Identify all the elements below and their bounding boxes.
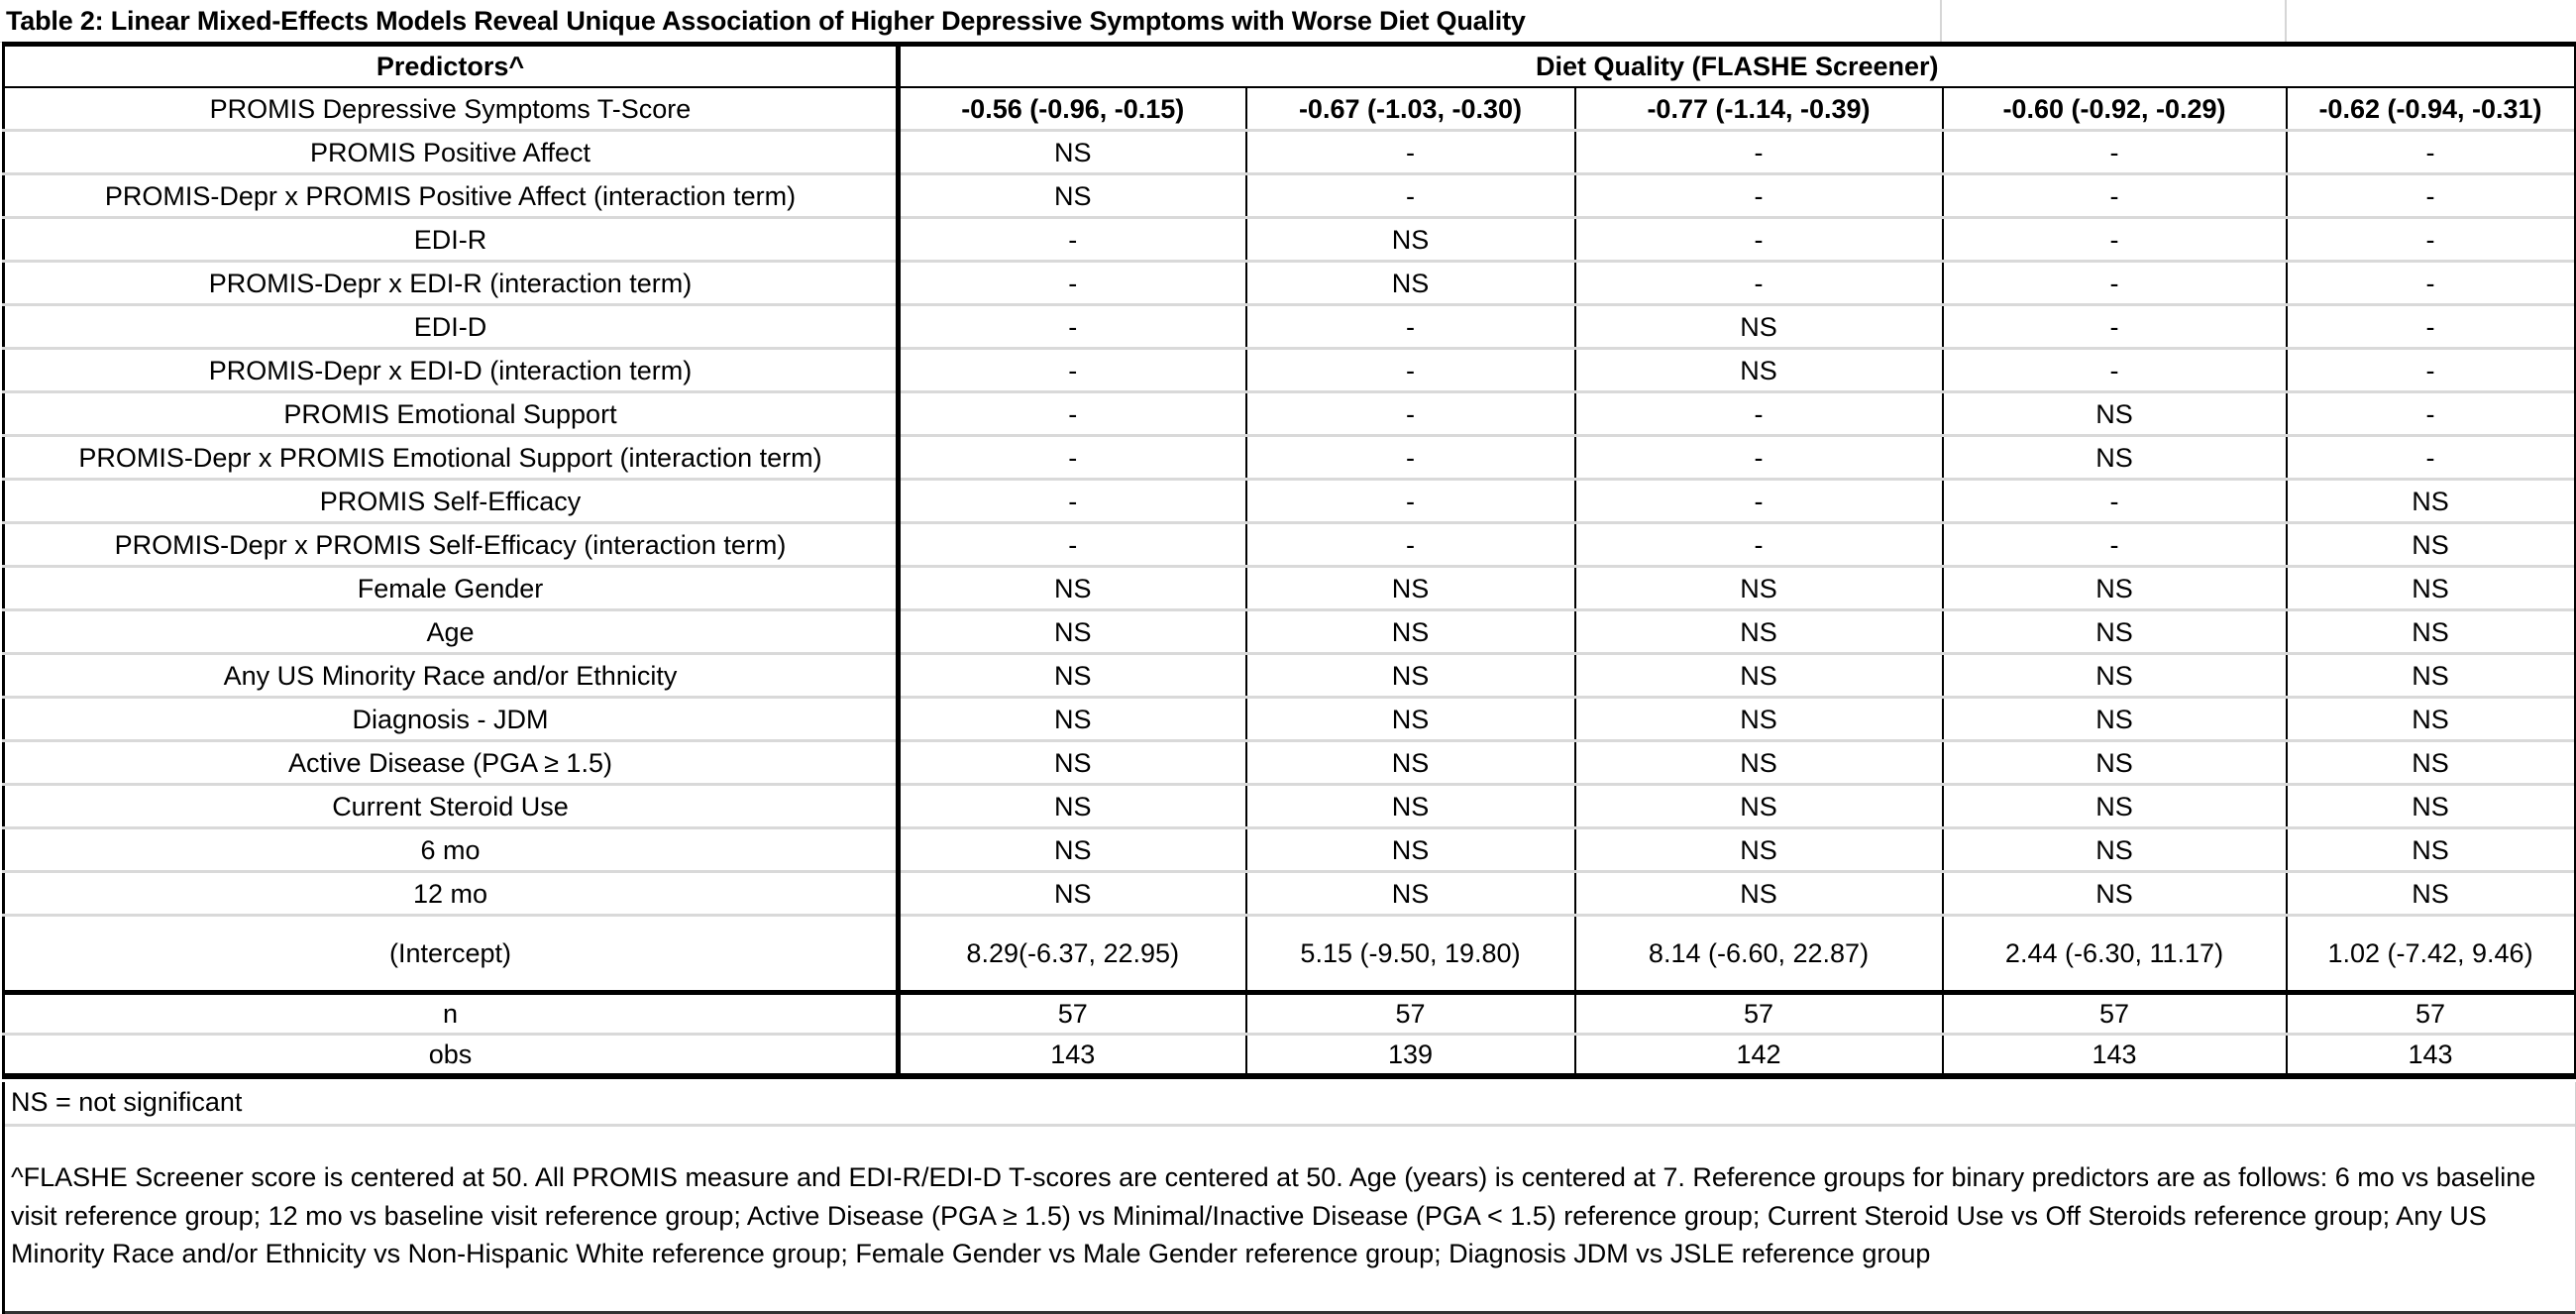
- row-label: Active Disease (PGA ≥ 1.5): [4, 741, 899, 785]
- row-label: PROMIS-Depr x EDI-D (interaction term): [4, 349, 899, 392]
- table-row: [4, 305, 2576, 349]
- value-cell: NS: [899, 174, 1246, 218]
- value-cell: NS: [1943, 567, 2287, 610]
- value-cell: NS: [1246, 218, 1575, 262]
- value-cell: -: [899, 218, 1246, 262]
- value-cell: NS: [899, 741, 1246, 785]
- row-label: PROMIS-Depr x PROMIS Positive Affect (interaction term): [4, 174, 899, 218]
- value-cell: -: [2287, 436, 2576, 480]
- value-cell: NS: [1575, 741, 1943, 785]
- value-cell: NS: [1575, 567, 1943, 610]
- value-cell: NS: [899, 567, 1246, 610]
- value-cell: -: [2287, 174, 2576, 218]
- value-cell: -: [1246, 392, 1575, 436]
- value-cell: NS: [1575, 654, 1943, 698]
- value-cell: -: [1943, 131, 2287, 174]
- value-cell: NS: [2287, 698, 2576, 741]
- intercept-row: [4, 916, 2576, 993]
- value-cell: -: [1943, 174, 2287, 218]
- value-cell: -: [1575, 262, 1943, 305]
- table-row: [4, 698, 2576, 741]
- value-cell: NS: [1943, 785, 2287, 828]
- row-label: PROMIS-Depr x PROMIS Self-Efficacy (interaction term): [4, 523, 899, 567]
- value-cell: 57: [1943, 993, 2287, 1035]
- value-cell: NS: [1575, 872, 1943, 916]
- obs-row: [4, 1035, 2576, 1077]
- value-cell: NS: [1575, 349, 1943, 392]
- row-label: Diagnosis - JDM: [4, 698, 899, 741]
- title-row: [0, 0, 2576, 43]
- value-cell: NS: [1575, 610, 1943, 654]
- value-cell: NS: [1943, 872, 2287, 916]
- table-row: [4, 741, 2576, 785]
- value-cell: -: [2287, 349, 2576, 392]
- table-row: [4, 218, 2576, 262]
- row-label: obs: [4, 1035, 899, 1077]
- results-table: [2, 42, 2576, 1079]
- value-cell: -: [2287, 305, 2576, 349]
- row-label: (Intercept): [4, 916, 899, 993]
- value-cell: NS: [2287, 872, 2576, 916]
- row-label: n: [4, 993, 899, 1035]
- value-cell: NS: [1246, 610, 1575, 654]
- value-cell: -: [1943, 349, 2287, 392]
- value-cell: NS: [2287, 480, 2576, 523]
- row-label: EDI-R: [4, 218, 899, 262]
- estimate-cell: -0.62 (-0.94, -0.31): [2287, 87, 2576, 131]
- value-cell: -: [1575, 218, 1943, 262]
- table-row: [4, 436, 2576, 480]
- value-cell: 57: [1575, 993, 1943, 1035]
- footnote: ^FLASHE Screener score is centered at 50. All PROMIS measure and EDI-R/EDI-D T-scores are centered at 50. Age (years) is centered at 7. Reference groups for binary predictors are as follows: 6 mo vs baseline visit reference group; 12 mo vs baseline visit reference group; Active Disease (PGA ≥ 1.5) vs Minimal/Inactive Disease (PGA < 1.5) reference group; Current Steroid Use vs Off Steroids reference group; Any US Minority Race and/or Ethnicity vs Non-Hispanic White reference group; Female Gender vs Male Gender reference group; Diagnosis JDM vs JSLE reference group: [5, 1127, 2575, 1314]
- value-cell: NS: [1246, 567, 1575, 610]
- value-cell: NS: [899, 785, 1246, 828]
- value-cell: -: [899, 305, 1246, 349]
- estimate-cell: -0.67 (-1.03, -0.30): [1246, 87, 1575, 131]
- value-cell: NS: [2287, 741, 2576, 785]
- value-cell: -: [1575, 392, 1943, 436]
- row-label: Age: [4, 610, 899, 654]
- value-cell: -: [1575, 523, 1943, 567]
- value-cell: 8.29(-6.37, 22.95): [899, 916, 1246, 993]
- gridline: [1940, 0, 1942, 42]
- row-label: EDI-D: [4, 305, 899, 349]
- value-cell: 57: [2287, 993, 2576, 1035]
- value-cell: 142: [1575, 1035, 1943, 1077]
- value-cell: NS: [1575, 305, 1943, 349]
- table-title: Table 2: Linear Mixed-Effects Models Reveal Unique Association of Higher Depressive Symptoms with Worse Diet Quality: [6, 6, 1526, 36]
- value-cell: NS: [899, 828, 1246, 872]
- table-row: [4, 610, 2576, 654]
- value-cell: -: [899, 436, 1246, 480]
- value-cell: -: [1943, 262, 2287, 305]
- value-cell: -: [1246, 174, 1575, 218]
- table-row: [4, 349, 2576, 392]
- value-cell: NS: [899, 698, 1246, 741]
- value-cell: NS: [1246, 785, 1575, 828]
- table-row: [4, 654, 2576, 698]
- value-cell: 1.02 (-7.42, 9.46): [2287, 916, 2576, 993]
- value-cell: -: [899, 392, 1246, 436]
- value-cell: -: [899, 480, 1246, 523]
- value-cell: NS: [1943, 828, 2287, 872]
- value-cell: NS: [1246, 872, 1575, 916]
- row-label: PROMIS Emotional Support: [4, 392, 899, 436]
- value-cell: -: [1943, 305, 2287, 349]
- value-cell: -: [899, 262, 1246, 305]
- key-predictor-row: [4, 87, 2576, 131]
- value-cell: 57: [899, 993, 1246, 1035]
- table-row: [4, 785, 2576, 828]
- value-cell: -: [1575, 131, 1943, 174]
- outcome-header: Diet Quality (FLASHE Screener): [899, 45, 2576, 88]
- row-label: Any US Minority Race and/or Ethnicity: [4, 654, 899, 698]
- value-cell: NS: [1943, 436, 2287, 480]
- table-notes: [2, 1082, 2576, 1314]
- value-cell: NS: [1943, 698, 2287, 741]
- value-cell: NS: [2287, 785, 2576, 828]
- value-cell: NS: [1943, 741, 2287, 785]
- predictors-header: Predictors^: [4, 45, 899, 88]
- value-cell: NS: [2287, 828, 2576, 872]
- table-row: [4, 523, 2576, 567]
- row-label: PROMIS-Depr x PROMIS Emotional Support (interaction term): [4, 436, 899, 480]
- value-cell: NS: [899, 131, 1246, 174]
- row-label: 12 mo: [4, 872, 899, 916]
- estimate-cell: -0.56 (-0.96, -0.15): [899, 87, 1246, 131]
- value-cell: NS: [1246, 262, 1575, 305]
- table-row: [4, 567, 2576, 610]
- row-label: PROMIS Positive Affect: [4, 131, 899, 174]
- value-cell: -: [1246, 436, 1575, 480]
- gridline: [2285, 0, 2287, 42]
- value-cell: 139: [1246, 1035, 1575, 1077]
- value-cell: NS: [1943, 610, 2287, 654]
- value-cell: NS: [1246, 654, 1575, 698]
- row-label: PROMIS Self-Efficacy: [4, 480, 899, 523]
- table-row: [4, 262, 2576, 305]
- value-cell: -: [1943, 480, 2287, 523]
- value-cell: -: [2287, 218, 2576, 262]
- value-cell: 143: [2287, 1035, 2576, 1077]
- value-cell: -: [899, 349, 1246, 392]
- table-row: [4, 131, 2576, 174]
- value-cell: NS: [2287, 523, 2576, 567]
- header-row: [4, 45, 2576, 88]
- value-cell: NS: [1246, 698, 1575, 741]
- value-cell: 143: [899, 1035, 1246, 1077]
- table-row: [4, 174, 2576, 218]
- value-cell: -: [899, 523, 1246, 567]
- row-label: Female Gender: [4, 567, 899, 610]
- value-cell: NS: [1575, 785, 1943, 828]
- value-cell: -: [1246, 349, 1575, 392]
- value-cell: NS: [2287, 610, 2576, 654]
- ns-legend: NS = not significant: [5, 1082, 2575, 1127]
- value-cell: -: [2287, 262, 2576, 305]
- value-cell: NS: [2287, 654, 2576, 698]
- value-cell: NS: [2287, 567, 2576, 610]
- value-cell: NS: [1246, 741, 1575, 785]
- value-cell: -: [2287, 131, 2576, 174]
- value-cell: -: [1246, 131, 1575, 174]
- value-cell: -: [1575, 436, 1943, 480]
- value-cell: 8.14 (-6.60, 22.87): [1575, 916, 1943, 993]
- value-cell: -: [1575, 480, 1943, 523]
- value-cell: NS: [899, 654, 1246, 698]
- n-row: [4, 993, 2576, 1035]
- value-cell: NS: [1943, 654, 2287, 698]
- value-cell: -: [1246, 305, 1575, 349]
- value-cell: NS: [1943, 392, 2287, 436]
- value-cell: -: [1943, 218, 2287, 262]
- value-cell: -: [1943, 523, 2287, 567]
- table-row: [4, 480, 2576, 523]
- value-cell: NS: [1246, 828, 1575, 872]
- value-cell: NS: [1575, 698, 1943, 741]
- table-row: [4, 392, 2576, 436]
- row-label: 6 mo: [4, 828, 899, 872]
- value-cell: -: [1246, 523, 1575, 567]
- value-cell: 143: [1943, 1035, 2287, 1077]
- value-cell: NS: [899, 610, 1246, 654]
- value-cell: NS: [1575, 828, 1943, 872]
- value-cell: -: [1575, 174, 1943, 218]
- row-label: Current Steroid Use: [4, 785, 899, 828]
- value-cell: 57: [1246, 993, 1575, 1035]
- value-cell: 5.15 (-9.50, 19.80): [1246, 916, 1575, 993]
- table-row: [4, 828, 2576, 872]
- value-cell: -: [1246, 480, 1575, 523]
- estimate-cell: -0.77 (-1.14, -0.39): [1575, 87, 1943, 131]
- value-cell: 2.44 (-6.30, 11.17): [1943, 916, 2287, 993]
- row-label: PROMIS Depressive Symptoms T-Score: [4, 87, 899, 131]
- estimate-cell: -0.60 (-0.92, -0.29): [1943, 87, 2287, 131]
- row-label: PROMIS-Depr x EDI-R (interaction term): [4, 262, 899, 305]
- value-cell: -: [2287, 392, 2576, 436]
- table-row: [4, 872, 2576, 916]
- value-cell: NS: [899, 872, 1246, 916]
